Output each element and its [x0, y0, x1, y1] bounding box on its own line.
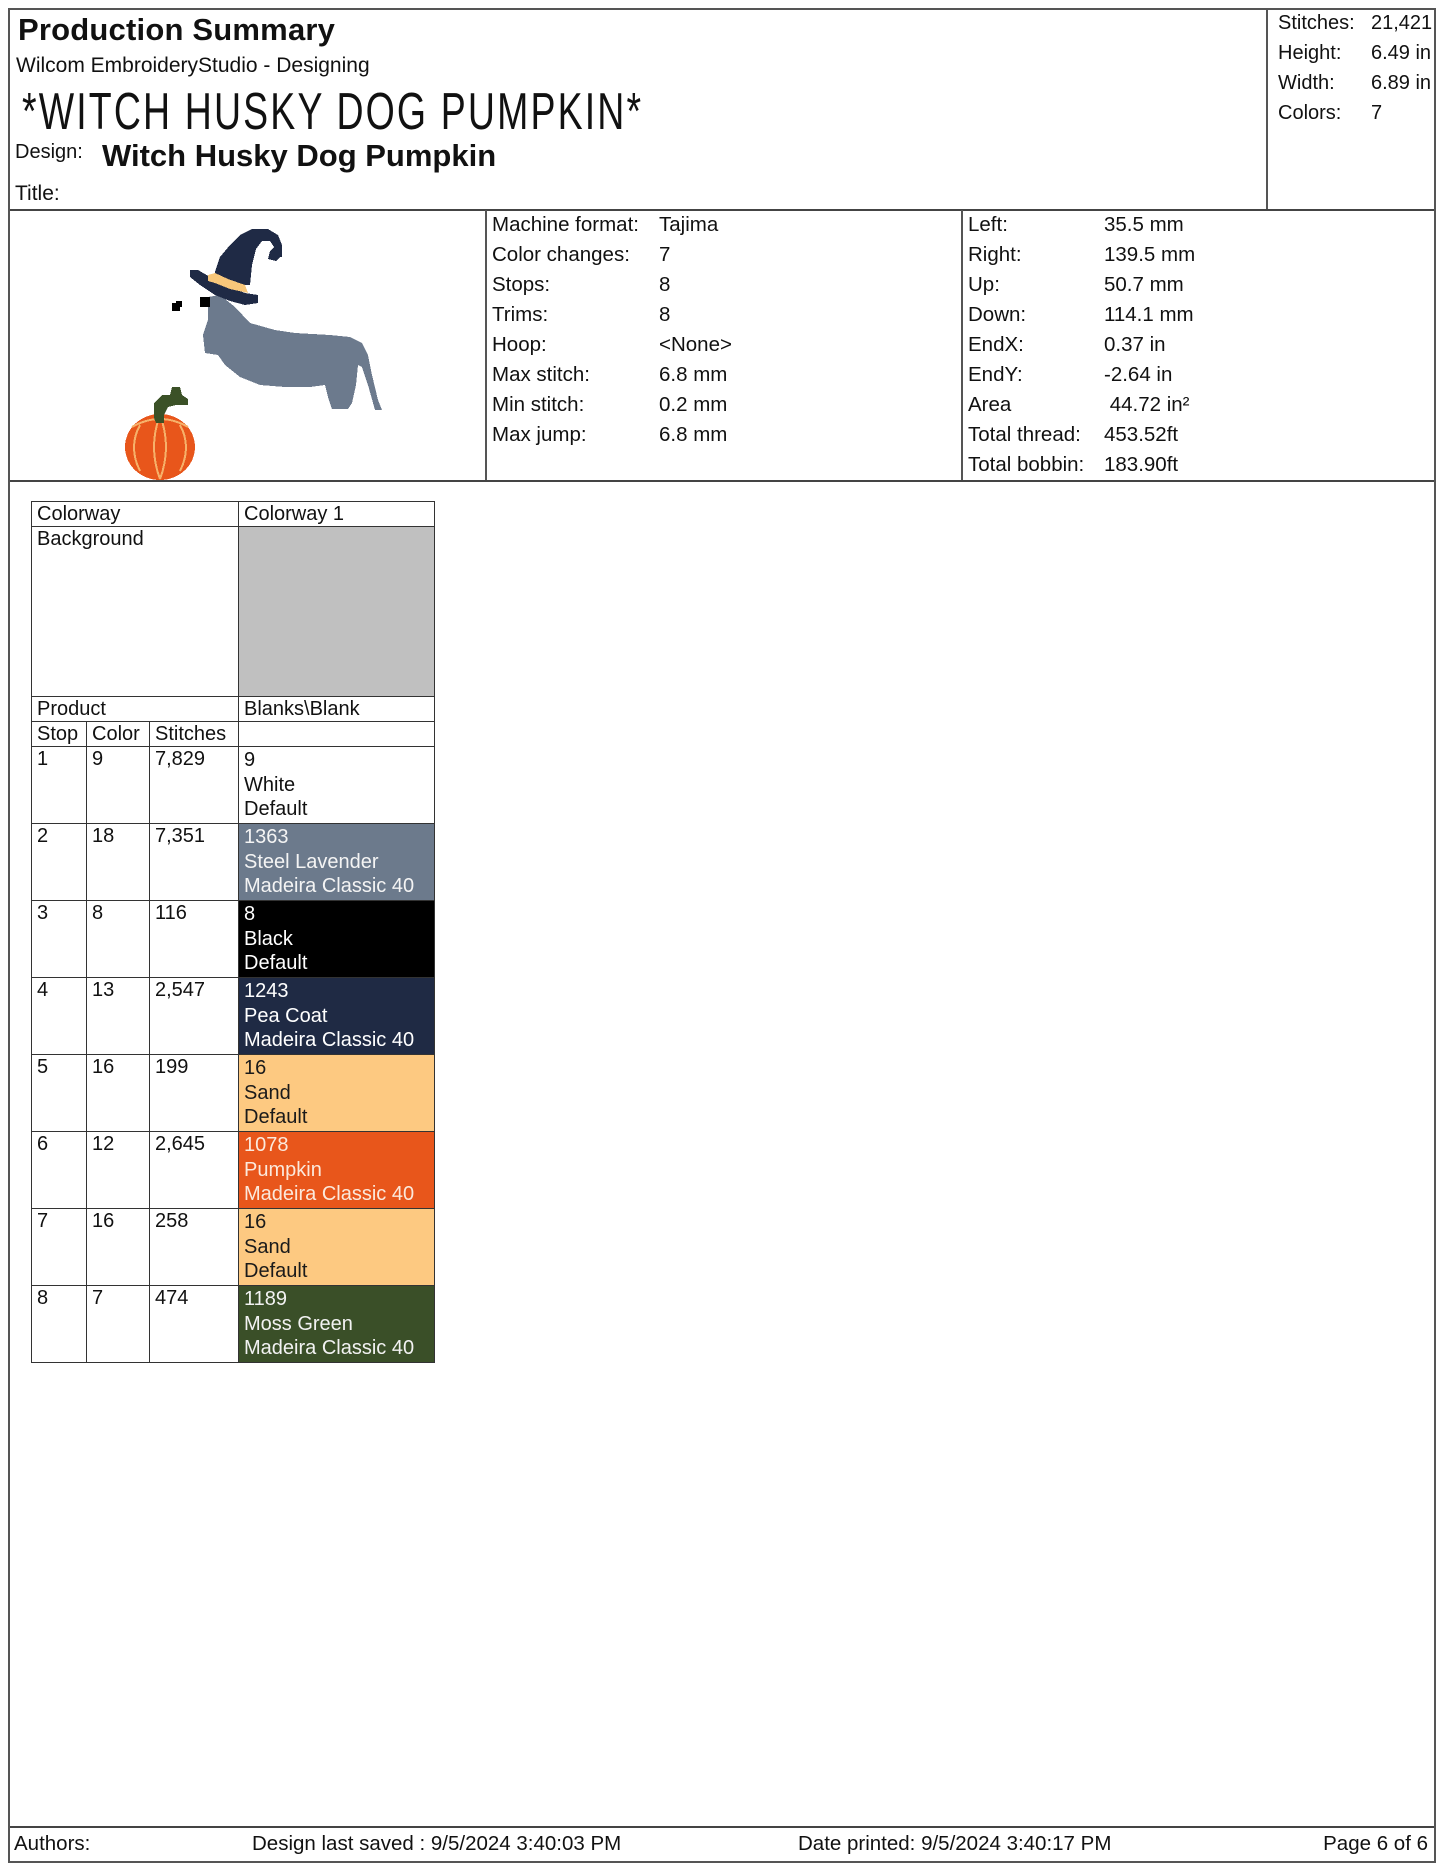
column-header-row: [32, 722, 435, 747]
thread-swatch: [239, 1286, 435, 1363]
stop-number: 8: [32, 1286, 87, 1363]
color-number: 16: [87, 1055, 150, 1132]
thread-swatch: [239, 1209, 435, 1286]
thread-swatch: [239, 901, 435, 978]
thread-brand: Default: [244, 1260, 308, 1282]
stop-row: [32, 1132, 435, 1209]
color-number: 9: [87, 747, 150, 824]
thread-swatch: [239, 747, 435, 824]
thread-info: [239, 901, 434, 977]
color-number: 12: [87, 1132, 150, 1209]
product-row: [32, 697, 435, 722]
app-name: Wilcom EmbroideryStudio - Designing: [16, 54, 370, 77]
thread-info: [239, 747, 434, 823]
thread-name: Pumpkin: [244, 1158, 322, 1181]
thread-info: [239, 1209, 434, 1285]
thread-code: 1243: [244, 980, 289, 1002]
color-number: 13: [87, 978, 150, 1055]
production-summary-page: [8, 8, 1436, 1863]
thread-code: 1189: [244, 1288, 288, 1310]
thread-info: [239, 824, 434, 900]
color-number: 16: [87, 1209, 150, 1286]
thread-brand: Madeira Classic 40: [244, 1029, 415, 1051]
thread-name: Sand: [244, 1235, 291, 1258]
preview-bottom-divider: [10, 480, 1434, 482]
stitch-count: 199: [150, 1055, 239, 1132]
stop-number: 5: [32, 1055, 87, 1132]
design-preview: [100, 215, 420, 480]
extents-info: Left: 35.5 mm Right: 139.5 mm Up: 50.7 mm Down: 114.1 mm EndX: 0.37 in EndY: -2.64 in Area 44.72 in² Total thread: 453.52ft Total bobbin: 183.90ft: [968, 213, 1196, 476]
thread-swatch: [239, 1132, 435, 1209]
thread-brand: Madeira Classic 40: [244, 1183, 415, 1205]
color-number: 8: [87, 901, 150, 978]
machine-info: Machine format: Tajima Color changes: 7 Stops: 8 Trims: 8 Hoop: <None> Max stitch: 6.8 mm Min stitch: 0.2 mm Max jump: 6.8 mm: [492, 213, 732, 446]
stat-width: Width: 6.89 in: [1278, 72, 1432, 94]
thread-code: 1363: [244, 826, 289, 848]
thread-code: 16: [244, 1211, 267, 1233]
background-swatch: [239, 527, 434, 696]
thread-name: Pea Coat: [244, 1004, 328, 1027]
stitch-count: 474: [150, 1286, 239, 1363]
stop-number: 2: [32, 824, 87, 901]
stitch-count: 7,351: [150, 824, 239, 901]
col-stop: Stop: [32, 722, 87, 747]
footer-authors: Authors:: [14, 1832, 91, 1855]
stop-row: [32, 824, 435, 901]
design-preview-icon: [100, 215, 420, 480]
colorway-table: [31, 501, 435, 1363]
design-label: Design:: [15, 141, 83, 163]
colorway-label: Colorway: [32, 502, 239, 527]
footer-last-saved: Design last saved : 9/5/2024 3:40:03 PM: [252, 1832, 622, 1855]
stitch-count: 2,645: [150, 1132, 239, 1209]
thread-info: [239, 1055, 434, 1131]
thread-name: Black: [244, 927, 293, 950]
preview-divider: [485, 210, 487, 480]
thread-code: 9: [244, 749, 256, 771]
col-color: Color: [87, 722, 150, 747]
stop-number: 1: [32, 747, 87, 824]
footer-date-printed: Date printed: 9/5/2024 3:40:17 PM: [798, 1832, 1112, 1855]
col-stitches: Stitches: [150, 722, 239, 747]
product-value: Blanks\Blank: [239, 697, 435, 722]
page-title: Production Summary: [18, 12, 336, 47]
summary-stats: [1268, 10, 1436, 210]
thread-info: [239, 1132, 434, 1208]
background-row: [32, 527, 435, 697]
stat-height: Height: 6.49 in: [1278, 42, 1432, 64]
thread-swatch: [239, 1055, 435, 1132]
stitch-count: 7,829: [150, 747, 239, 824]
stop-row: [32, 1286, 435, 1363]
footer-page-number: Page 6 of 6: [1323, 1832, 1428, 1855]
thread-brand: Default: [244, 1106, 308, 1128]
colorway-name: Colorway 1: [239, 502, 435, 527]
info-divider: [961, 210, 963, 480]
col-thread: [239, 722, 435, 747]
title-label: Title:: [15, 182, 60, 205]
colorway-header-row: [32, 502, 435, 527]
thread-name: Moss Green: [244, 1312, 353, 1335]
thread-info: [239, 978, 434, 1054]
background-swatch-cell: [239, 527, 435, 697]
thread-name: Sand: [244, 1081, 291, 1104]
thread-code: 1078: [244, 1134, 289, 1156]
stop-number: 7: [32, 1209, 87, 1286]
thread-swatch: [239, 824, 435, 901]
color-number: 7: [87, 1286, 150, 1363]
thread-code: 16: [244, 1057, 267, 1079]
stop-number: 6: [32, 1132, 87, 1209]
thread-brand: Madeira Classic 40: [244, 875, 415, 897]
thread-swatch: [239, 978, 435, 1055]
stop-number: 4: [32, 978, 87, 1055]
footer-divider: [10, 1826, 1434, 1828]
background-label: Background: [32, 527, 239, 697]
design-name: Witch Husky Dog Pumpkin: [102, 138, 497, 173]
design-banner: *WITCH HUSKY DOG PUMPKIN*: [22, 83, 644, 141]
color-number: 18: [87, 824, 150, 901]
stop-row: [32, 747, 435, 824]
stop-row: [32, 901, 435, 978]
stat-colors: Colors: 7: [1278, 102, 1383, 124]
stitch-count: 116: [150, 901, 239, 978]
stop-row: [32, 978, 435, 1055]
thread-info: [239, 1286, 434, 1362]
product-label: Product: [32, 697, 239, 722]
thread-code: 8: [244, 903, 256, 925]
stop-row: [32, 1209, 435, 1286]
stop-row: [32, 1055, 435, 1132]
stitch-count: 2,547: [150, 978, 239, 1055]
thread-brand: Default: [244, 952, 308, 974]
thread-name: White: [244, 773, 296, 796]
stop-number: 3: [32, 901, 87, 978]
thread-brand: Default: [244, 798, 308, 820]
thread-name: Steel Lavender: [244, 850, 379, 873]
thread-brand: Madeira Classic 40: [244, 1337, 415, 1359]
stat-stitches: Stitches: 21,421: [1278, 12, 1433, 34]
stitch-count: 258: [150, 1209, 239, 1286]
